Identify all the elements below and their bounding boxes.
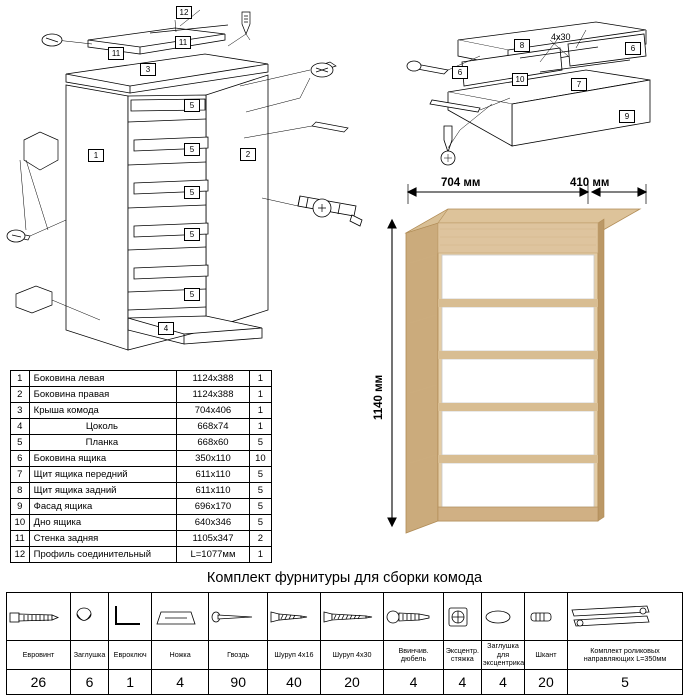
- cap-icon: [70, 593, 108, 641]
- fitting-count: 90: [209, 670, 268, 695]
- part-name: Планка: [29, 435, 177, 451]
- part-number: 2: [11, 387, 30, 403]
- part-size: 640х346: [177, 515, 250, 531]
- callout-10: 10: [512, 73, 528, 86]
- part-size: 668х74: [177, 419, 250, 435]
- fitting-name: Заглушка: [70, 641, 108, 670]
- part-name: Боковина левая: [29, 371, 177, 387]
- part-size: L=1077мм: [177, 547, 250, 563]
- shkant-icon: [524, 593, 567, 641]
- fitting-count: 26: [7, 670, 71, 695]
- part-qty: 5: [249, 483, 271, 499]
- dowel-icon: [384, 593, 443, 641]
- fitting-count: 20: [320, 670, 384, 695]
- part-name: Крыша комода: [29, 403, 177, 419]
- screw-4x16-icon: [268, 593, 320, 641]
- part-number: 8: [11, 483, 30, 499]
- nail-icon: [209, 593, 268, 641]
- part-name: Боковина ящика: [29, 451, 177, 467]
- part-qty: 5: [249, 467, 271, 483]
- screw-4x30-icon: [320, 593, 384, 641]
- fitting-name: Заглушка для эксцентрика: [482, 641, 525, 670]
- callout-1: 1: [88, 149, 104, 162]
- table-row: [11, 403, 272, 419]
- callout-5e: 5: [184, 288, 200, 301]
- part-name: Фасад ящика: [29, 499, 177, 515]
- part-qty: 5: [249, 499, 271, 515]
- part-size: 350х110: [177, 451, 250, 467]
- fitting-count: 6: [70, 670, 108, 695]
- callout-5b: 5: [184, 143, 200, 156]
- part-qty: 1: [249, 547, 271, 563]
- part-name: Цоколь: [29, 419, 177, 435]
- part-qty: 1: [249, 371, 271, 387]
- fitting-count: 4: [152, 670, 209, 695]
- part-qty: 10: [249, 451, 271, 467]
- fitting-count: 5: [567, 670, 682, 695]
- dimension-height-label: 1140 мм: [373, 374, 385, 420]
- euro-key-icon: [109, 593, 152, 641]
- fitting-count: 4: [482, 670, 525, 695]
- part-qty: 1: [249, 419, 271, 435]
- part-number: 4: [11, 419, 30, 435]
- table-row: [11, 451, 272, 467]
- part-name: Дно ящика: [29, 515, 177, 531]
- part-number: 5: [11, 435, 30, 451]
- fitting-name: Ввинчив. дюбель: [384, 641, 443, 670]
- part-number: 1: [11, 371, 30, 387]
- callout-11b: 11: [175, 36, 191, 49]
- part-name: Стенка задняя: [29, 531, 177, 547]
- fitting-name: Шуруп 4х30: [320, 641, 384, 670]
- callout-5d: 5: [184, 228, 200, 241]
- callout-5c: 5: [184, 186, 200, 199]
- fitting-name: Евроключ: [109, 641, 152, 670]
- part-name: Профиль соединительный: [29, 547, 177, 563]
- assembly-diagram-main: [0, 0, 380, 365]
- part-size: 1105х347: [177, 531, 250, 547]
- fitting-count: 1: [109, 670, 152, 695]
- part-number: 6: [11, 451, 30, 467]
- fitting-count: 20: [524, 670, 567, 695]
- part-size: 611х110: [177, 467, 250, 483]
- callout-11a: 11: [108, 47, 124, 60]
- dimension-depth-label: 410 мм: [570, 177, 610, 189]
- callout-6a: 6: [452, 66, 468, 79]
- part-number: 11: [11, 531, 30, 547]
- table-row: [11, 371, 272, 387]
- fitting-count: 4: [384, 670, 443, 695]
- callout-9: 9: [619, 110, 635, 123]
- callout-2: 2: [240, 148, 256, 161]
- table-row: [11, 387, 272, 403]
- part-qty: 2: [249, 531, 271, 547]
- callout-12: 12: [176, 6, 192, 19]
- part-name: Щит ящика задний: [29, 483, 177, 499]
- fitting-count: 4: [443, 670, 481, 695]
- eccentric-cap-icon: [482, 593, 525, 641]
- fittings-title: Комплект фурнитуры для сборки комода: [206, 570, 483, 586]
- part-number: 12: [11, 547, 30, 563]
- callout-5a: 5: [184, 99, 200, 112]
- fitting-name: Комплект роликовых направляющих L=350мм: [567, 641, 682, 670]
- euro-screw-icon: [7, 593, 71, 641]
- part-size: 696х170: [177, 499, 250, 515]
- part-number: 9: [11, 499, 30, 515]
- handle-icon: [152, 593, 209, 641]
- part-number: 3: [11, 403, 30, 419]
- part-size: 1124х388: [177, 371, 250, 387]
- eccentric-icon: [443, 593, 481, 641]
- part-name: Щит ящика передний: [29, 467, 177, 483]
- part-size: 611х110: [177, 483, 250, 499]
- dimension-arrows: [370, 170, 680, 560]
- fitting-count: 40: [268, 670, 320, 695]
- part-qty: 5: [249, 435, 271, 451]
- part-size: 704х406: [177, 403, 250, 419]
- callout-4x30: 4х30: [551, 32, 571, 42]
- part-size: 1124х388: [177, 387, 250, 403]
- fitting-name: Эксцентр. стяжка: [443, 641, 481, 670]
- rail-icon: [567, 593, 682, 641]
- fittings-table: [6, 592, 683, 695]
- fitting-name: Шуруп 4х16: [268, 641, 320, 670]
- table-row: [11, 435, 272, 451]
- part-size: 668х60: [177, 435, 250, 451]
- callout-6b: 6: [625, 42, 641, 55]
- table-row: [11, 499, 272, 515]
- fitting-name: Шкант: [524, 641, 567, 670]
- parts-table: [10, 370, 272, 563]
- table-row: [11, 515, 272, 531]
- callout-3: 3: [140, 63, 156, 76]
- part-qty: 1: [249, 387, 271, 403]
- part-number: 10: [11, 515, 30, 531]
- fitting-name: Ножка: [152, 641, 209, 670]
- callout-7: 7: [571, 78, 587, 91]
- table-row: [11, 483, 272, 499]
- part-name: Боковина правая: [29, 387, 177, 403]
- table-row: [11, 531, 272, 547]
- drawer-detail-diagram: [400, 0, 689, 170]
- fitting-name: Гвоздь: [209, 641, 268, 670]
- part-number: 7: [11, 467, 30, 483]
- dimension-width-label: 704 мм: [441, 177, 481, 189]
- part-qty: 5: [249, 515, 271, 531]
- table-row: [11, 419, 272, 435]
- table-row: [11, 467, 272, 483]
- table-row: [11, 547, 272, 563]
- callout-8: 8: [514, 39, 530, 52]
- part-qty: 1: [249, 403, 271, 419]
- callout-4: 4: [158, 322, 174, 335]
- fitting-name: Евровинт: [7, 641, 71, 670]
